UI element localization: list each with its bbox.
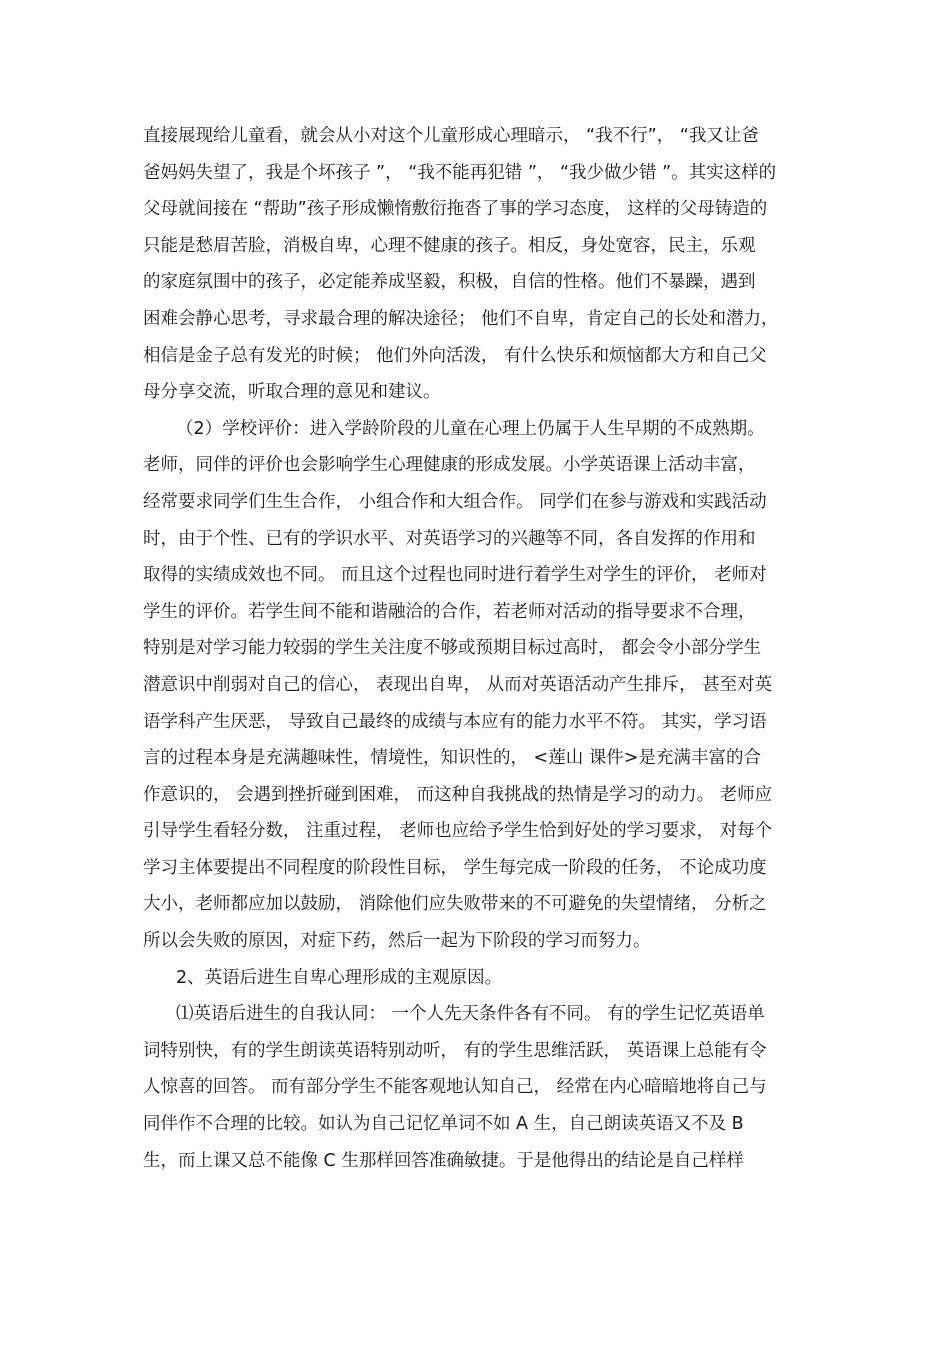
text-line: 相信是金子总有发光的时候； 他们外向活泼， 有什么快乐和烦恼都大方和自己父 bbox=[143, 345, 767, 366]
body-text bbox=[143, 118, 813, 1179]
text-line: 取得的实绩成效也不同。 而且这个过程也同时进行着学生对学生的评价， 老师对 bbox=[143, 565, 767, 586]
text-line: 老师，同伴的评价也会影响学生心理健康的形成发展。小学英语课上活动丰富， bbox=[143, 455, 756, 476]
text-line: 大小，老师都应加以鼓励， 消除他们应失败带来的不可避免的失望情绪， 分析之 bbox=[143, 894, 767, 915]
text-line: 语学科产生厌恶， 导致自己最终的成绩与本应有的能力水平不符。 其实，学习语 bbox=[143, 711, 767, 732]
text-line: 生，而上课又总不能像 C 生那样回答准确敏捷。于是他得出的结论是自己样样 bbox=[143, 1150, 744, 1171]
text-line: 人惊喜的回答。 而有部分学生不能客观地认知自己， 经常在内心暗暗地将自己与 bbox=[143, 1077, 767, 1098]
text-line: 母分享交流，听取合理的意见和建议。 bbox=[143, 382, 441, 403]
text-line: 困难会静心思考，寻求最合理的解决途径； 他们不自卑，肯定自己的长处和潜力， bbox=[143, 308, 779, 329]
text-line: 时，由于个性、已有的学识水平、对英语学习的兴趣等不同，各自发挥的作用和 bbox=[143, 528, 756, 549]
text-line: 只能是愁眉苦脸，消极自卑，心理不健康的孩子。相反，身处宽容，民主，乐观 bbox=[143, 235, 756, 256]
text-line: 爸妈妈失望了，我是个坏孩子 ”， “我不能再犯错 ”， “我少做少错 ”。其实这样的 bbox=[143, 162, 777, 183]
text-line: 同伴作不合理的比较。如认为自己记忆单词不如 A 生，自己朗读英语又不及 B bbox=[143, 1114, 744, 1135]
text-line: 所以会失败的原因，对症下药，然后一起为下阶段的学习而努力。 bbox=[143, 931, 651, 952]
section-heading: 2、英语后进生自卑心理形成的主观原因。 bbox=[176, 967, 503, 988]
text-line: 的家庭氛围中的孩子，必定能养成坚毅，积极，自信的性格。他们不暴躁，遇到 bbox=[143, 272, 756, 293]
text-line: 言的过程本身是充满趣味性，情境性，知识性的， <莲山 课件>是充满丰富的合 bbox=[143, 748, 761, 769]
text-line: 学习主体要提出不同程度的阶段性目标， 学生每完成一阶段的任务， 不论成功度 bbox=[143, 857, 767, 878]
text-line: 作意识的， 会遇到挫折碰到困难， 而这种自我挑战的热情是学习的动力。 老师应 bbox=[143, 784, 773, 805]
text-line: 直接展现给儿童看，就会从小对这个儿童形成心理暗示， “我不行”， “我又让爸 bbox=[143, 126, 759, 146]
text-line: 潜意识中削弱对自己的信心， 表现出自卑， 从而对英语活动产生排斥， 甚至对英 bbox=[143, 674, 773, 695]
paragraph-start-line: （2）学校评价：进入学龄阶段的儿童在心理上仍属于人生早期的不成熟期。 bbox=[176, 418, 765, 439]
text-line: 特别是对学习能力较弱的学生关注度不够或预期目标过高时， 都会令小部分学生 bbox=[143, 638, 762, 659]
text-line: 词特别快，有的学生朗读英语特别动听， 有的学生思维活跃， 英语课上总能有令 bbox=[143, 1040, 767, 1061]
text-line: 经常要求同学们生生合作， 小组合作和大组合作。 同学们在参与游戏和实践活动 bbox=[143, 491, 767, 512]
text-line: 引导学生看轻分数， 注重过程， 老师也应给予学生恰到好处的学习要求， 对每个 bbox=[143, 821, 773, 842]
text-line: 父母就间接在 “帮助”孩子形成懒惰敷衍拖沓了事的学习态度， 这样的父母铸造的 bbox=[143, 199, 768, 220]
paragraph-start-line: ⑴英语后进生的自我认同： 一个人先天条件各有不同。 有的学生记忆英语单 bbox=[176, 1004, 765, 1025]
text-line: 学生的评价。若学生间不能和谐融洽的合作，若老师对活动的指导要求不合理， bbox=[143, 601, 756, 622]
